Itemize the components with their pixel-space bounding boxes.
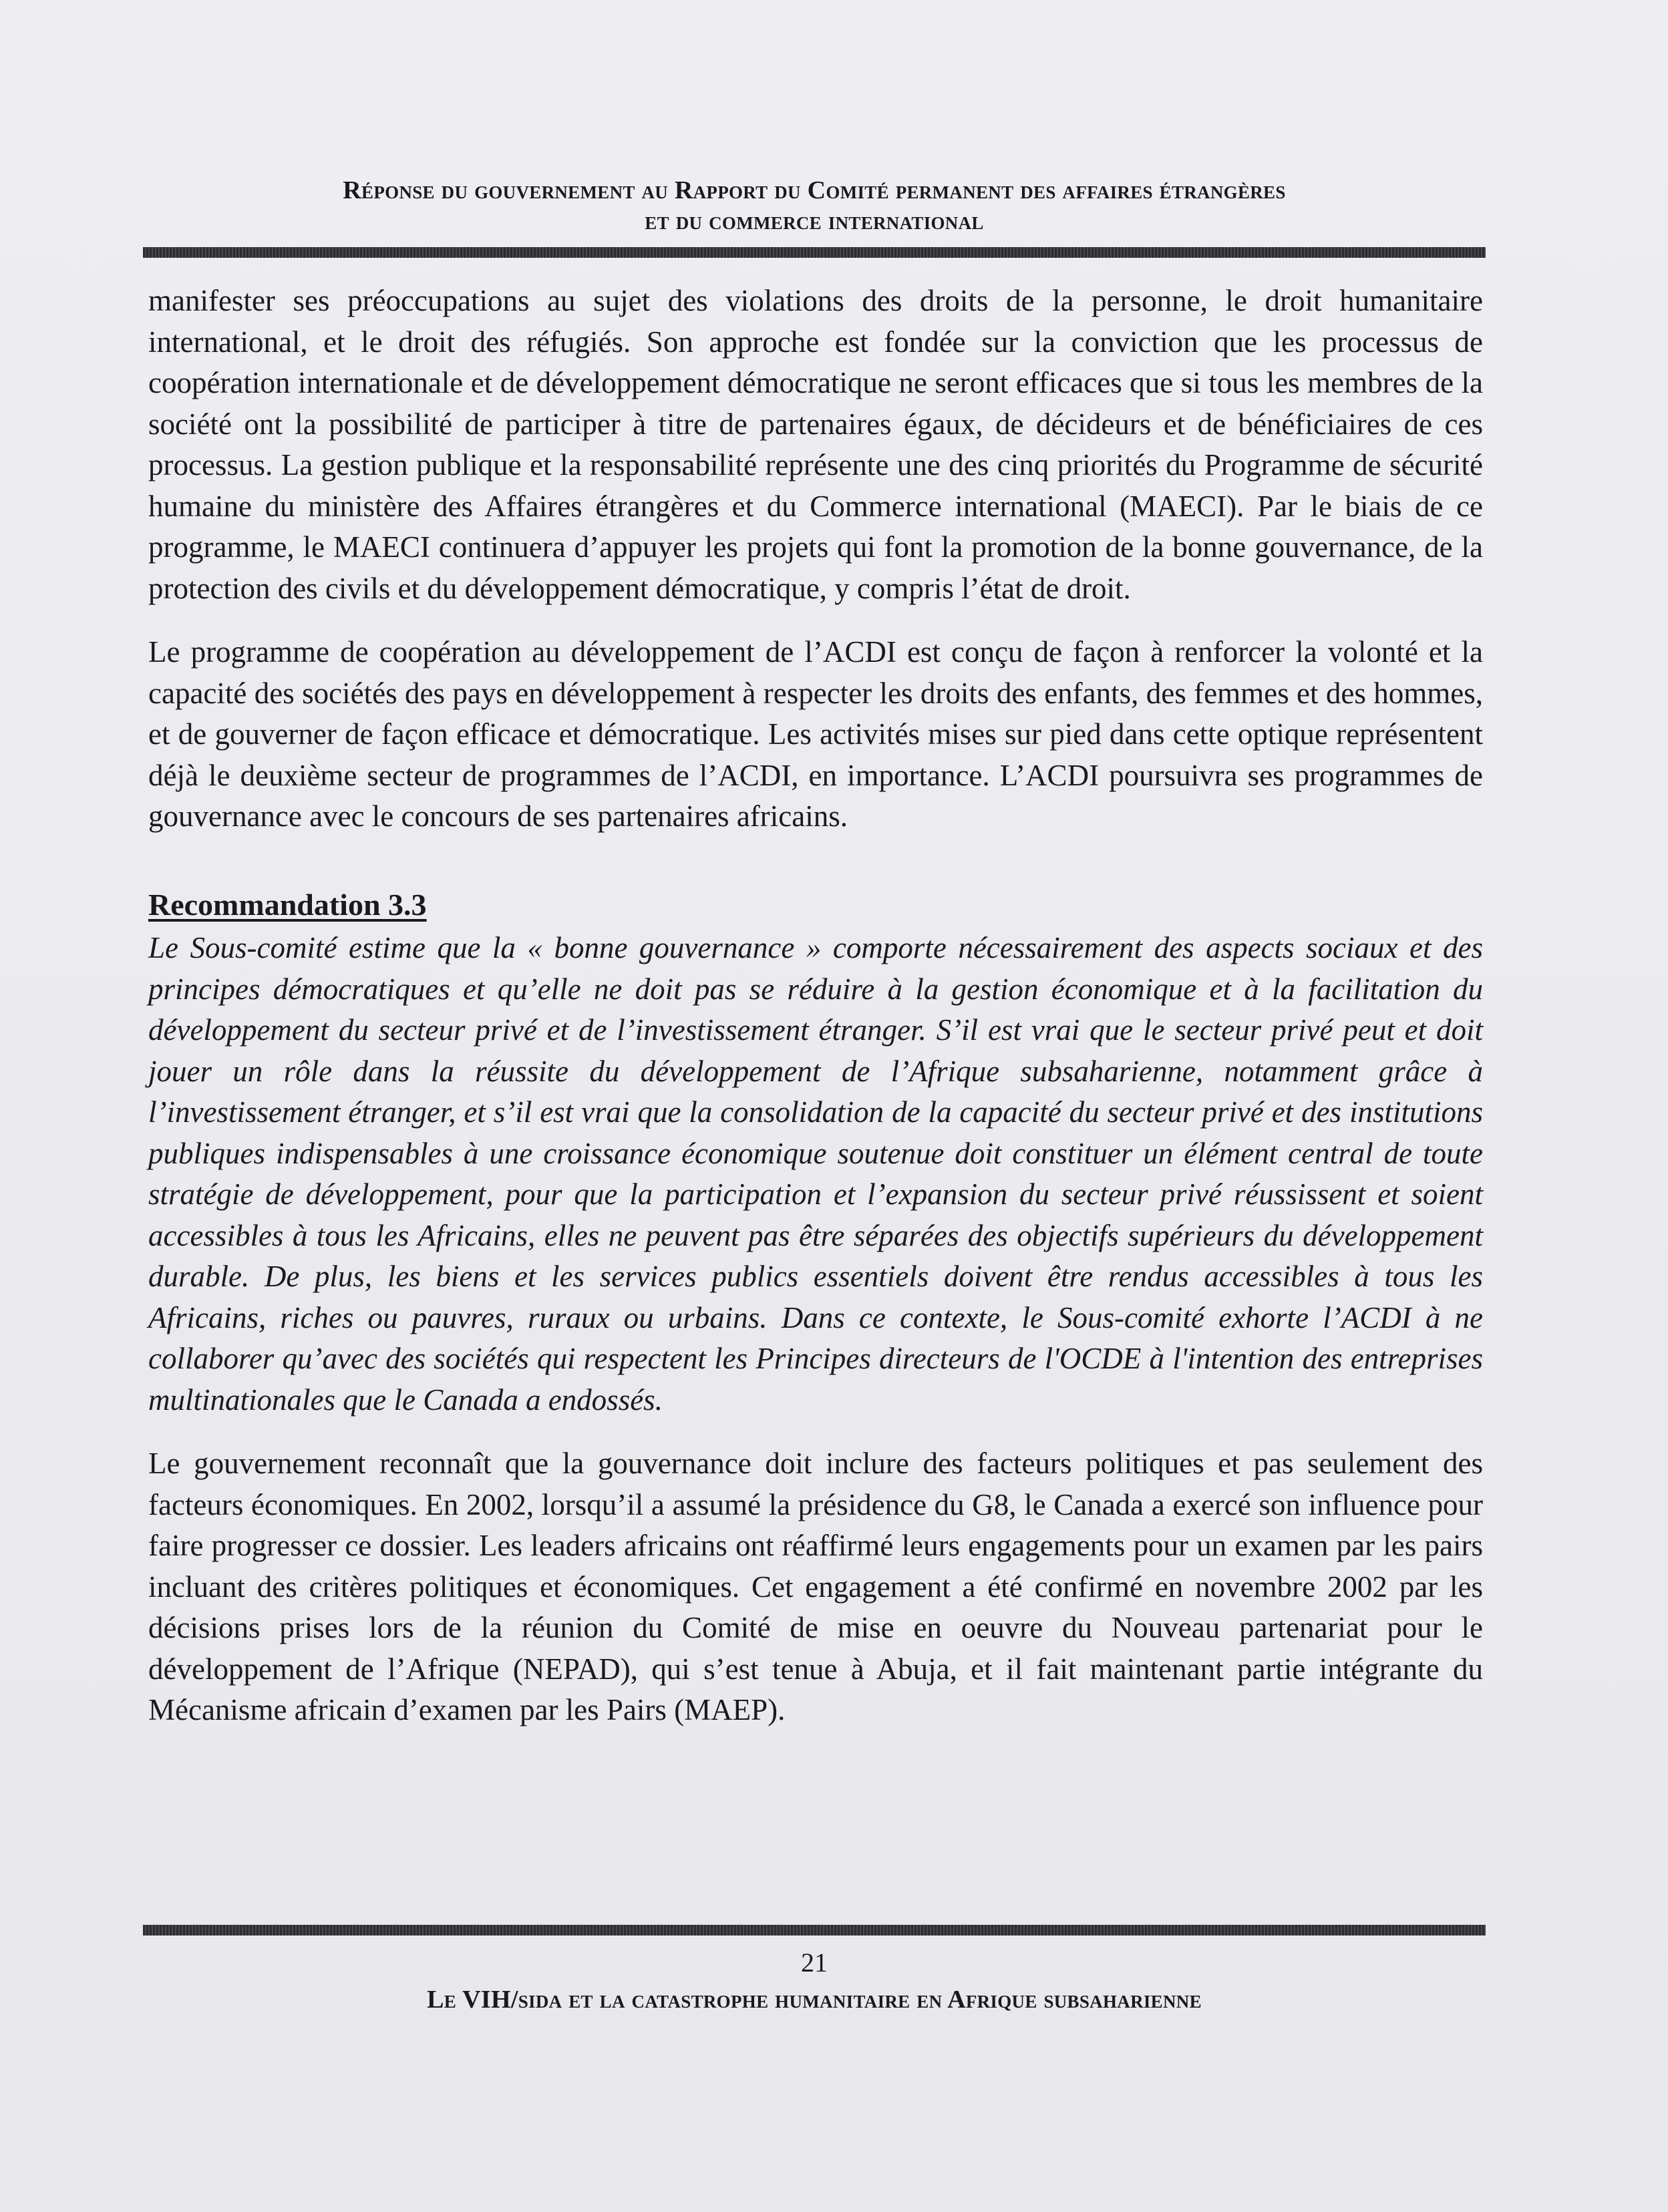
paragraph-3: Le gouvernement reconnaît que la gouvernance doit inclure des facteurs politiques et pas seulement des facteurs économiques. En 2002, lorsqu’il a assumé la présidence du G8, le Canada a exercé son influence pour faire progresser ce dossier. Les leaders africains ont réaffirmé leurs engagements pour un examen par les pairs incluant des critères politiques et économiques. Cet engagement a été confirmé en novembre 2002 par les décisions prises lors de la réunion du Comité de mise en oeuvre du Nouveau partenariat pour le développement de l’Afrique (NEPAD), qui s’est tenue à Abuja, et il fait maintenant partie intégrante du Mécanisme africain d’examen par les Pairs (MAEP). (148, 1447, 1483, 1726)
header-rule (143, 247, 1486, 258)
paragraph-2: Le programme de coopération au développement de l’ACDI est conçu de façon à renforcer la volonté et la capacité des sociétés des pays en développement à respecter les droits des enfants, des femmes et des hommes, et de gouverner de façon efficace et démocratique. Les activités mises sur pied dans cette optique représentent déjà le deuxième secteur de programmes de l’ACDI, en importance. L’ACDI poursuivra ses programmes de gouvernance avec le concours de ses partenaires africains. (148, 635, 1483, 833)
recommendation-text: Le Sous-comité estime que la « bonne gouvernance » comporte nécessairement des aspects sociaux et des principes démocratiques et qu’elle ne doit pas se réduire à la gestion économique et à la facilitation du développement du secteur privé et de l’investissement étranger. S’il est vrai que le secteur privé peut et doit jouer un rôle dans la réussite du développement de l’Afrique subsaharienne, notamment grâce à l’investissement étranger, et s’il est vrai que la consolidation de la capacité du secteur privé et des institutions publiques indispensables à une croissance économique soutenue doit constituer un élément central de toute stratégie de développement, pour que la participation et l’expansion du secteur privé réussissent et soient accessibles à tous les Africains, elles ne peuvent pas être séparées des objectifs supérieurs du développement durable. De plus, les biens et les services publics essentiels doivent être rendus accessibles à tous les Africains, riches ou pauvres, ruraux ou urbains. Dans ce contexte, le Sous-comité exhorte l’ACDI à ne collaborer qu’avec des sociétés qui respectent les Principes directeurs de l'OCDE à l'intention des entreprises multinationales que le Canada a endossés. (148, 931, 1483, 1417)
recommendation-heading: Recommandation 3.3 (148, 887, 427, 922)
page-number: 21 (801, 1948, 828, 1978)
running-footer: Le VIH/sida et la catastrophe humanitaire en Afrique subsaharienne (427, 1986, 1202, 2014)
header-line-1: Réponse du gouvernement au Rapport du Comité permanent des affaires étrangères (343, 176, 1286, 204)
running-header (143, 175, 1486, 236)
paragraph-1: manifester ses préoccupations au sujet des violations des droits de la personne, le droit humanitaire international, et le droit des réfugiés. Son approche est fondée sur la conviction que les processus de coopération internationale et de développement démocratique ne seront efficaces que si tous les membres de la société ont la possibilité de participer à titre de partenaires égaux, de décideurs et de bénéficiaires de ces processus. La gestion publique et la responsabilité représente une des cinq priorités du Programme de sécurité humaine du ministère des Affaires étrangères et du Commerce international (MAECI). Par le biais de ce programme, le MAECI continuera d’appuyer les projets qui font la promotion de la bonne gouvernance, de la protection des civils et du développement démocratique, y compris l’état de droit. (148, 284, 1483, 605)
header-line-2: et du commerce international (645, 207, 984, 235)
footer-rule (143, 1925, 1486, 1936)
document-body (148, 281, 1483, 1754)
